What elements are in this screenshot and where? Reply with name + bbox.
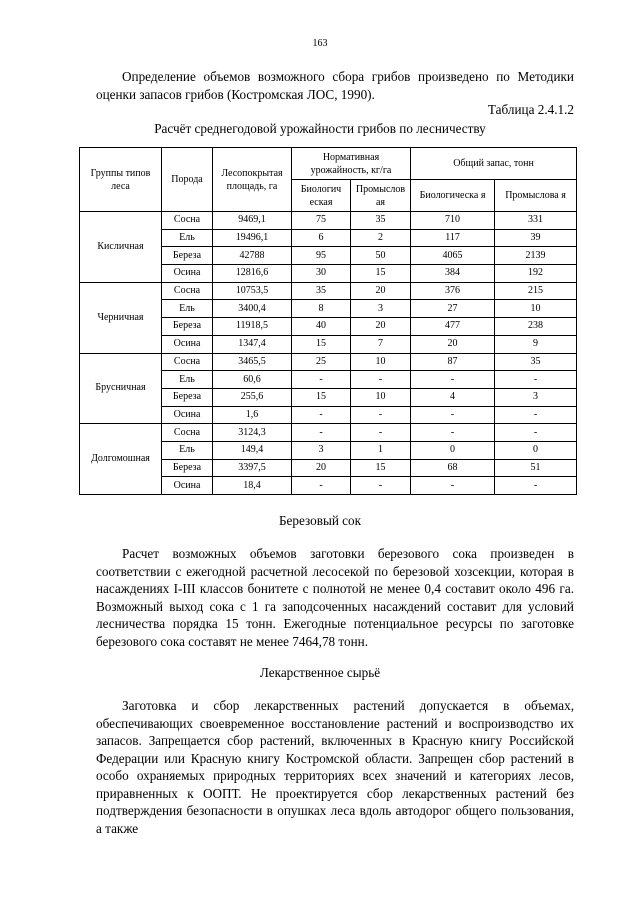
total-bio-cell: 68: [411, 459, 495, 477]
group-name-cell: Брусничная: [80, 353, 162, 424]
norm-bio-cell: 15: [292, 388, 351, 406]
norm-com-cell: 10: [351, 388, 411, 406]
area-cell: 149,4: [213, 441, 292, 459]
norm-com-cell: 15: [351, 265, 411, 283]
norm-bio-cell: 3: [292, 441, 351, 459]
total-com-cell: 3: [495, 388, 577, 406]
area-cell: 11918,5: [213, 318, 292, 336]
norm-com-cell: 10: [351, 353, 411, 371]
species-cell: Ель: [162, 371, 213, 389]
page-number: 163: [312, 38, 328, 49]
area-cell: 12816,6: [213, 265, 292, 283]
header-total-stock: Общий запас, тонн: [411, 148, 577, 180]
area-cell: 3397,5: [213, 459, 292, 477]
section-title-medicinal: Лекарственное сырьё: [259, 665, 381, 680]
norm-bio-cell: 40: [292, 318, 351, 336]
header-norm-yield: Нормативная урожайность, кг/га: [292, 148, 411, 180]
header-norm-com: Промыслов ая: [351, 180, 411, 212]
species-cell: Береза: [162, 459, 213, 477]
norm-bio-cell: -: [292, 371, 351, 389]
birch-sap-paragraph: Расчет возможных объемов заготовки березового сока произведен в соответствии с ежегодной расчетной лесосекой по березовой хозсекции, которая в насаждениях I-III классов бонитете с полнотой не менее 0,4 составит около 496 га. Возможный выход сока с 1 га заподсоченных насаждений составит для условий лесничества порядка 15 тонн. Ежегодные потенциальное ресурсы по заготовке березового сока составят не менее 7464,78 тонн.: [96, 546, 574, 649]
species-cell: Осина: [162, 477, 213, 495]
norm-bio-cell: 15: [292, 335, 351, 353]
norm-com-cell: 2: [351, 229, 411, 247]
total-com-cell: 0: [495, 441, 577, 459]
header-total-com: Промыслова я: [495, 180, 577, 212]
species-cell: Сосна: [162, 424, 213, 442]
intro-paragraph: Определение объемов возможного сбора грибов произведено по Методики оценки запасов грибов (Костромская ЛОС, 1990).: [96, 69, 574, 102]
norm-bio-cell: 20: [292, 459, 351, 477]
group-name-cell: Кисличная: [80, 212, 162, 283]
group-name-cell: Черничная: [80, 282, 162, 353]
total-com-cell: 39: [495, 229, 577, 247]
species-cell: Сосна: [162, 353, 213, 371]
species-cell: Ель: [162, 441, 213, 459]
total-com-cell: 35: [495, 353, 577, 371]
total-com-cell: 192: [495, 265, 577, 283]
area-cell: 19496,1: [213, 229, 292, 247]
norm-bio-cell: 6: [292, 229, 351, 247]
species-cell: Осина: [162, 406, 213, 424]
table-number: Таблица 2.4.1.2: [487, 102, 574, 117]
header-area: Лесопокрытая площадь, га: [213, 148, 292, 212]
total-bio-cell: 477: [411, 318, 495, 336]
header-total-bio: Биологическа я: [411, 180, 495, 212]
norm-com-cell: 1: [351, 441, 411, 459]
area-cell: 3400,4: [213, 300, 292, 318]
area-cell: 3465,5: [213, 353, 292, 371]
area-cell: 18,4: [213, 477, 292, 495]
species-cell: Сосна: [162, 282, 213, 300]
total-bio-cell: 4: [411, 388, 495, 406]
norm-bio-cell: 8: [292, 300, 351, 318]
norm-com-cell: -: [351, 477, 411, 495]
norm-com-cell: -: [351, 424, 411, 442]
area-cell: 255,6: [213, 388, 292, 406]
norm-bio-cell: -: [292, 477, 351, 495]
total-bio-cell: 376: [411, 282, 495, 300]
area-cell: 1347,4: [213, 335, 292, 353]
total-bio-cell: 710: [411, 212, 495, 230]
table-title: Расчёт среднегодовой урожайности грибов по лесничеству: [154, 121, 486, 136]
norm-bio-cell: -: [292, 424, 351, 442]
medicinal-paragraph: Заготовка и сбор лекарственных растений допускается в объемах, обеспечивающих своевременное восстановление растений и воспроизводство их запасов. Запрещается сбор растений, включенных в Красную книгу Российской Федерации или Красную книгу Костромской области. Запрещен сбор растений в особо охраняемых природных территориях всех значений и категориях лесов, приравненных к ООПТ. Не проектируется сбор лекарственных растений без подтверждения безопасности в опушках леса вдоль автодорог общего пользования, а также: [96, 698, 574, 836]
norm-com-cell: -: [351, 371, 411, 389]
total-bio-cell: -: [411, 406, 495, 424]
species-cell: Осина: [162, 335, 213, 353]
total-com-cell: -: [495, 424, 577, 442]
total-com-cell: -: [495, 371, 577, 389]
total-bio-cell: -: [411, 477, 495, 495]
norm-com-cell: 20: [351, 282, 411, 300]
norm-com-cell: 15: [351, 459, 411, 477]
total-bio-cell: 87: [411, 353, 495, 371]
header-group: Группы типов леса: [80, 148, 162, 212]
norm-bio-cell: 95: [292, 247, 351, 265]
total-bio-cell: -: [411, 424, 495, 442]
species-cell: Ель: [162, 229, 213, 247]
header-species: Порода: [162, 148, 213, 212]
area-cell: 60,6: [213, 371, 292, 389]
total-com-cell: 331: [495, 212, 577, 230]
norm-bio-cell: 30: [292, 265, 351, 283]
norm-com-cell: 35: [351, 212, 411, 230]
norm-bio-cell: -: [292, 406, 351, 424]
species-cell: Ель: [162, 300, 213, 318]
mushroom-yield-table: [79, 147, 577, 495]
norm-com-cell: -: [351, 406, 411, 424]
species-cell: Береза: [162, 318, 213, 336]
species-cell: Береза: [162, 388, 213, 406]
table-row: [80, 282, 577, 300]
table-row: [80, 424, 577, 442]
total-bio-cell: 117: [411, 229, 495, 247]
total-bio-cell: -: [411, 371, 495, 389]
total-bio-cell: 384: [411, 265, 495, 283]
table-row: [80, 212, 577, 230]
species-cell: Береза: [162, 247, 213, 265]
norm-bio-cell: 35: [292, 282, 351, 300]
total-com-cell: 238: [495, 318, 577, 336]
total-com-cell: -: [495, 406, 577, 424]
area-cell: 1,6: [213, 406, 292, 424]
total-com-cell: 215: [495, 282, 577, 300]
norm-com-cell: 3: [351, 300, 411, 318]
norm-com-cell: 20: [351, 318, 411, 336]
norm-bio-cell: 75: [292, 212, 351, 230]
header-norm-bio: Биологич еская: [292, 180, 351, 212]
area-cell: 10753,5: [213, 282, 292, 300]
norm-com-cell: 7: [351, 335, 411, 353]
total-com-cell: 10: [495, 300, 577, 318]
section-title-birch-sap: Березовый сок: [278, 513, 362, 528]
total-com-cell: 51: [495, 459, 577, 477]
area-cell: 42788: [213, 247, 292, 265]
total-com-cell: -: [495, 477, 577, 495]
area-cell: 3124,3: [213, 424, 292, 442]
norm-com-cell: 50: [351, 247, 411, 265]
species-cell: Осина: [162, 265, 213, 283]
total-bio-cell: 4065: [411, 247, 495, 265]
total-bio-cell: 20: [411, 335, 495, 353]
group-name-cell: Долгомошная: [80, 424, 162, 495]
table-row: [80, 353, 577, 371]
norm-bio-cell: 25: [292, 353, 351, 371]
total-com-cell: 9: [495, 335, 577, 353]
species-cell: Сосна: [162, 212, 213, 230]
total-com-cell: 2139: [495, 247, 577, 265]
area-cell: 9469,1: [213, 212, 292, 230]
total-bio-cell: 27: [411, 300, 495, 318]
total-bio-cell: 0: [411, 441, 495, 459]
